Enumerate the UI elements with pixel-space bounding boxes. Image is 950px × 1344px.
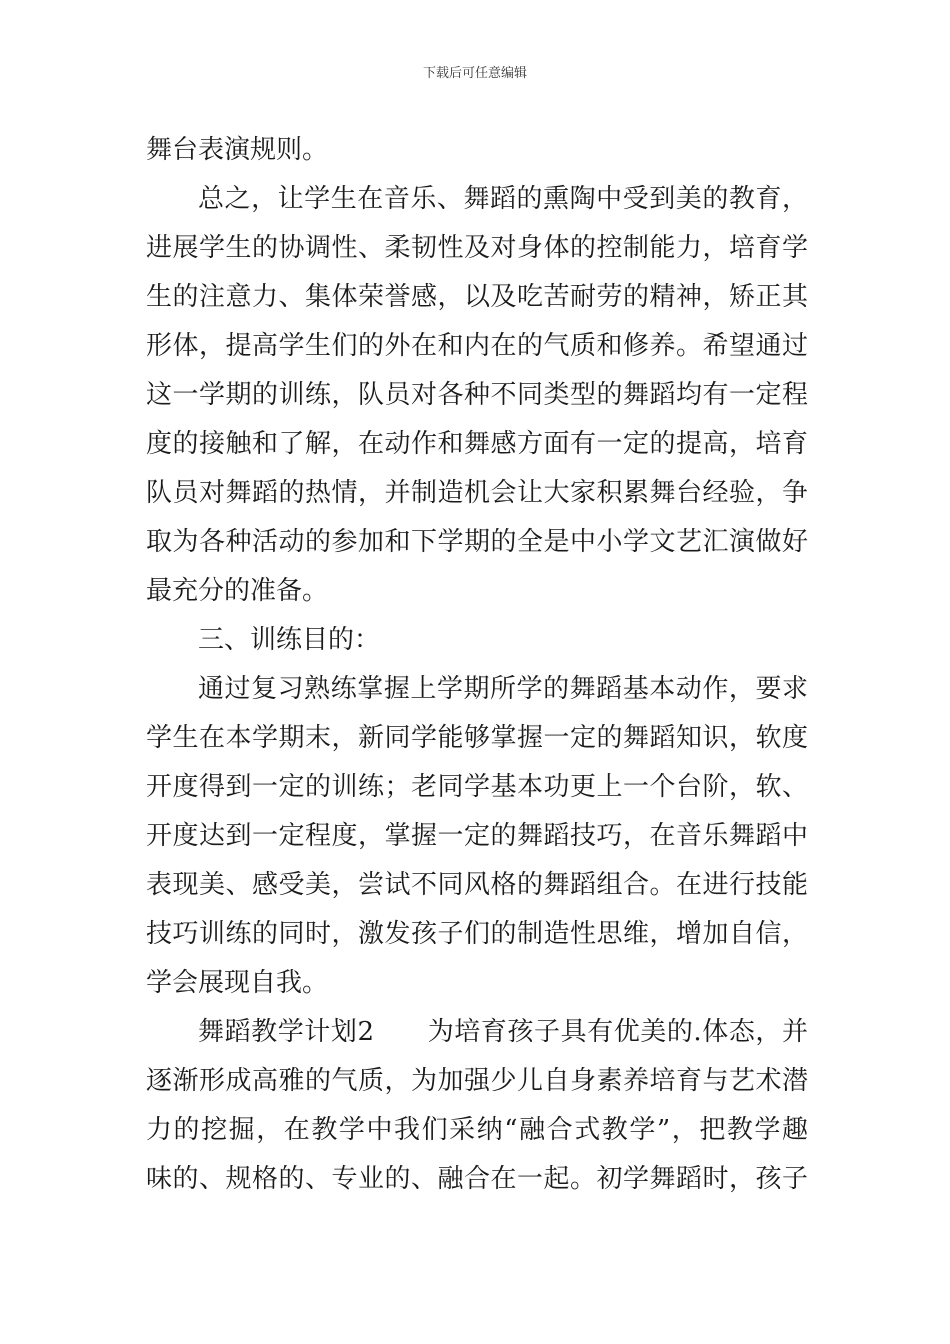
text-line: 逐渐形成高雅的气质，为加强少儿自身素养培育与艺术潜 — [146, 1066, 808, 1096]
text-line: 开度得到一定的训练；老同学基本功更上一个台阶，软、 — [146, 772, 808, 802]
text-line: 学会展现自我。 — [146, 968, 329, 998]
text-line: 三、训练目的： — [198, 625, 381, 655]
text-line: 生的注意力、集体荣誉感，以及吃苦耐劳的精神，矫正其 — [146, 282, 808, 312]
text-line: 味的、规格的、专业的、融合在一起。初学舞蹈时，孩子 — [146, 1164, 808, 1194]
text-line: 力的挖掘，在教学中我们采纳“融合式教学”，把教学趣 — [146, 1115, 808, 1145]
text-line: 技巧训练的同时，激发孩子们的制造性思维，增加自信， — [146, 919, 808, 949]
text-line: 队员对舞蹈的热情，并制造机会让大家积累舞台经验，争 — [146, 478, 808, 508]
text-line: 进展学生的协调性、柔韧性及对身体的控制能力，培育学 — [146, 233, 808, 263]
text-line: 通过复习熟练掌握上学期所学的舞蹈基本动作，要求 — [198, 674, 808, 704]
text-line: 学生在本学期末，新同学能够掌握一定的舞蹈知识，软度 — [146, 723, 808, 753]
text-line: 舞蹈教学计划2 为培育孩子具有优美的.体态，并 — [198, 1017, 808, 1047]
text-line: 度的接触和了解，在动作和舞感方面有一定的提高，培育 — [146, 429, 808, 459]
body-text — [146, 126, 808, 1204]
page-header-note: 下载后可任意编辑 — [422, 66, 527, 81]
text-line: 开度达到一定程度，掌握一定的舞蹈技巧，在音乐舞蹈中 — [146, 821, 808, 851]
text-line: 形体，提高学生们的外在和内在的气质和修养。希望通过 — [146, 331, 808, 361]
text-line: 表现美、感受美，尝试不同风格的舞蹈组合。在进行技能 — [146, 870, 808, 900]
text-line: 取为各种活动的参加和下学期的全是中小学文艺汇演做好 — [146, 527, 808, 557]
text-line: 舞台表演规则。 — [146, 135, 329, 165]
text-line: 这一学期的训练，队员对各种不同类型的舞蹈均有一定程 — [146, 380, 808, 410]
text-line: 总之，让学生在音乐、舞蹈的熏陶中受到美的教育， — [198, 184, 808, 214]
text-line: 最充分的准备。 — [146, 576, 329, 606]
